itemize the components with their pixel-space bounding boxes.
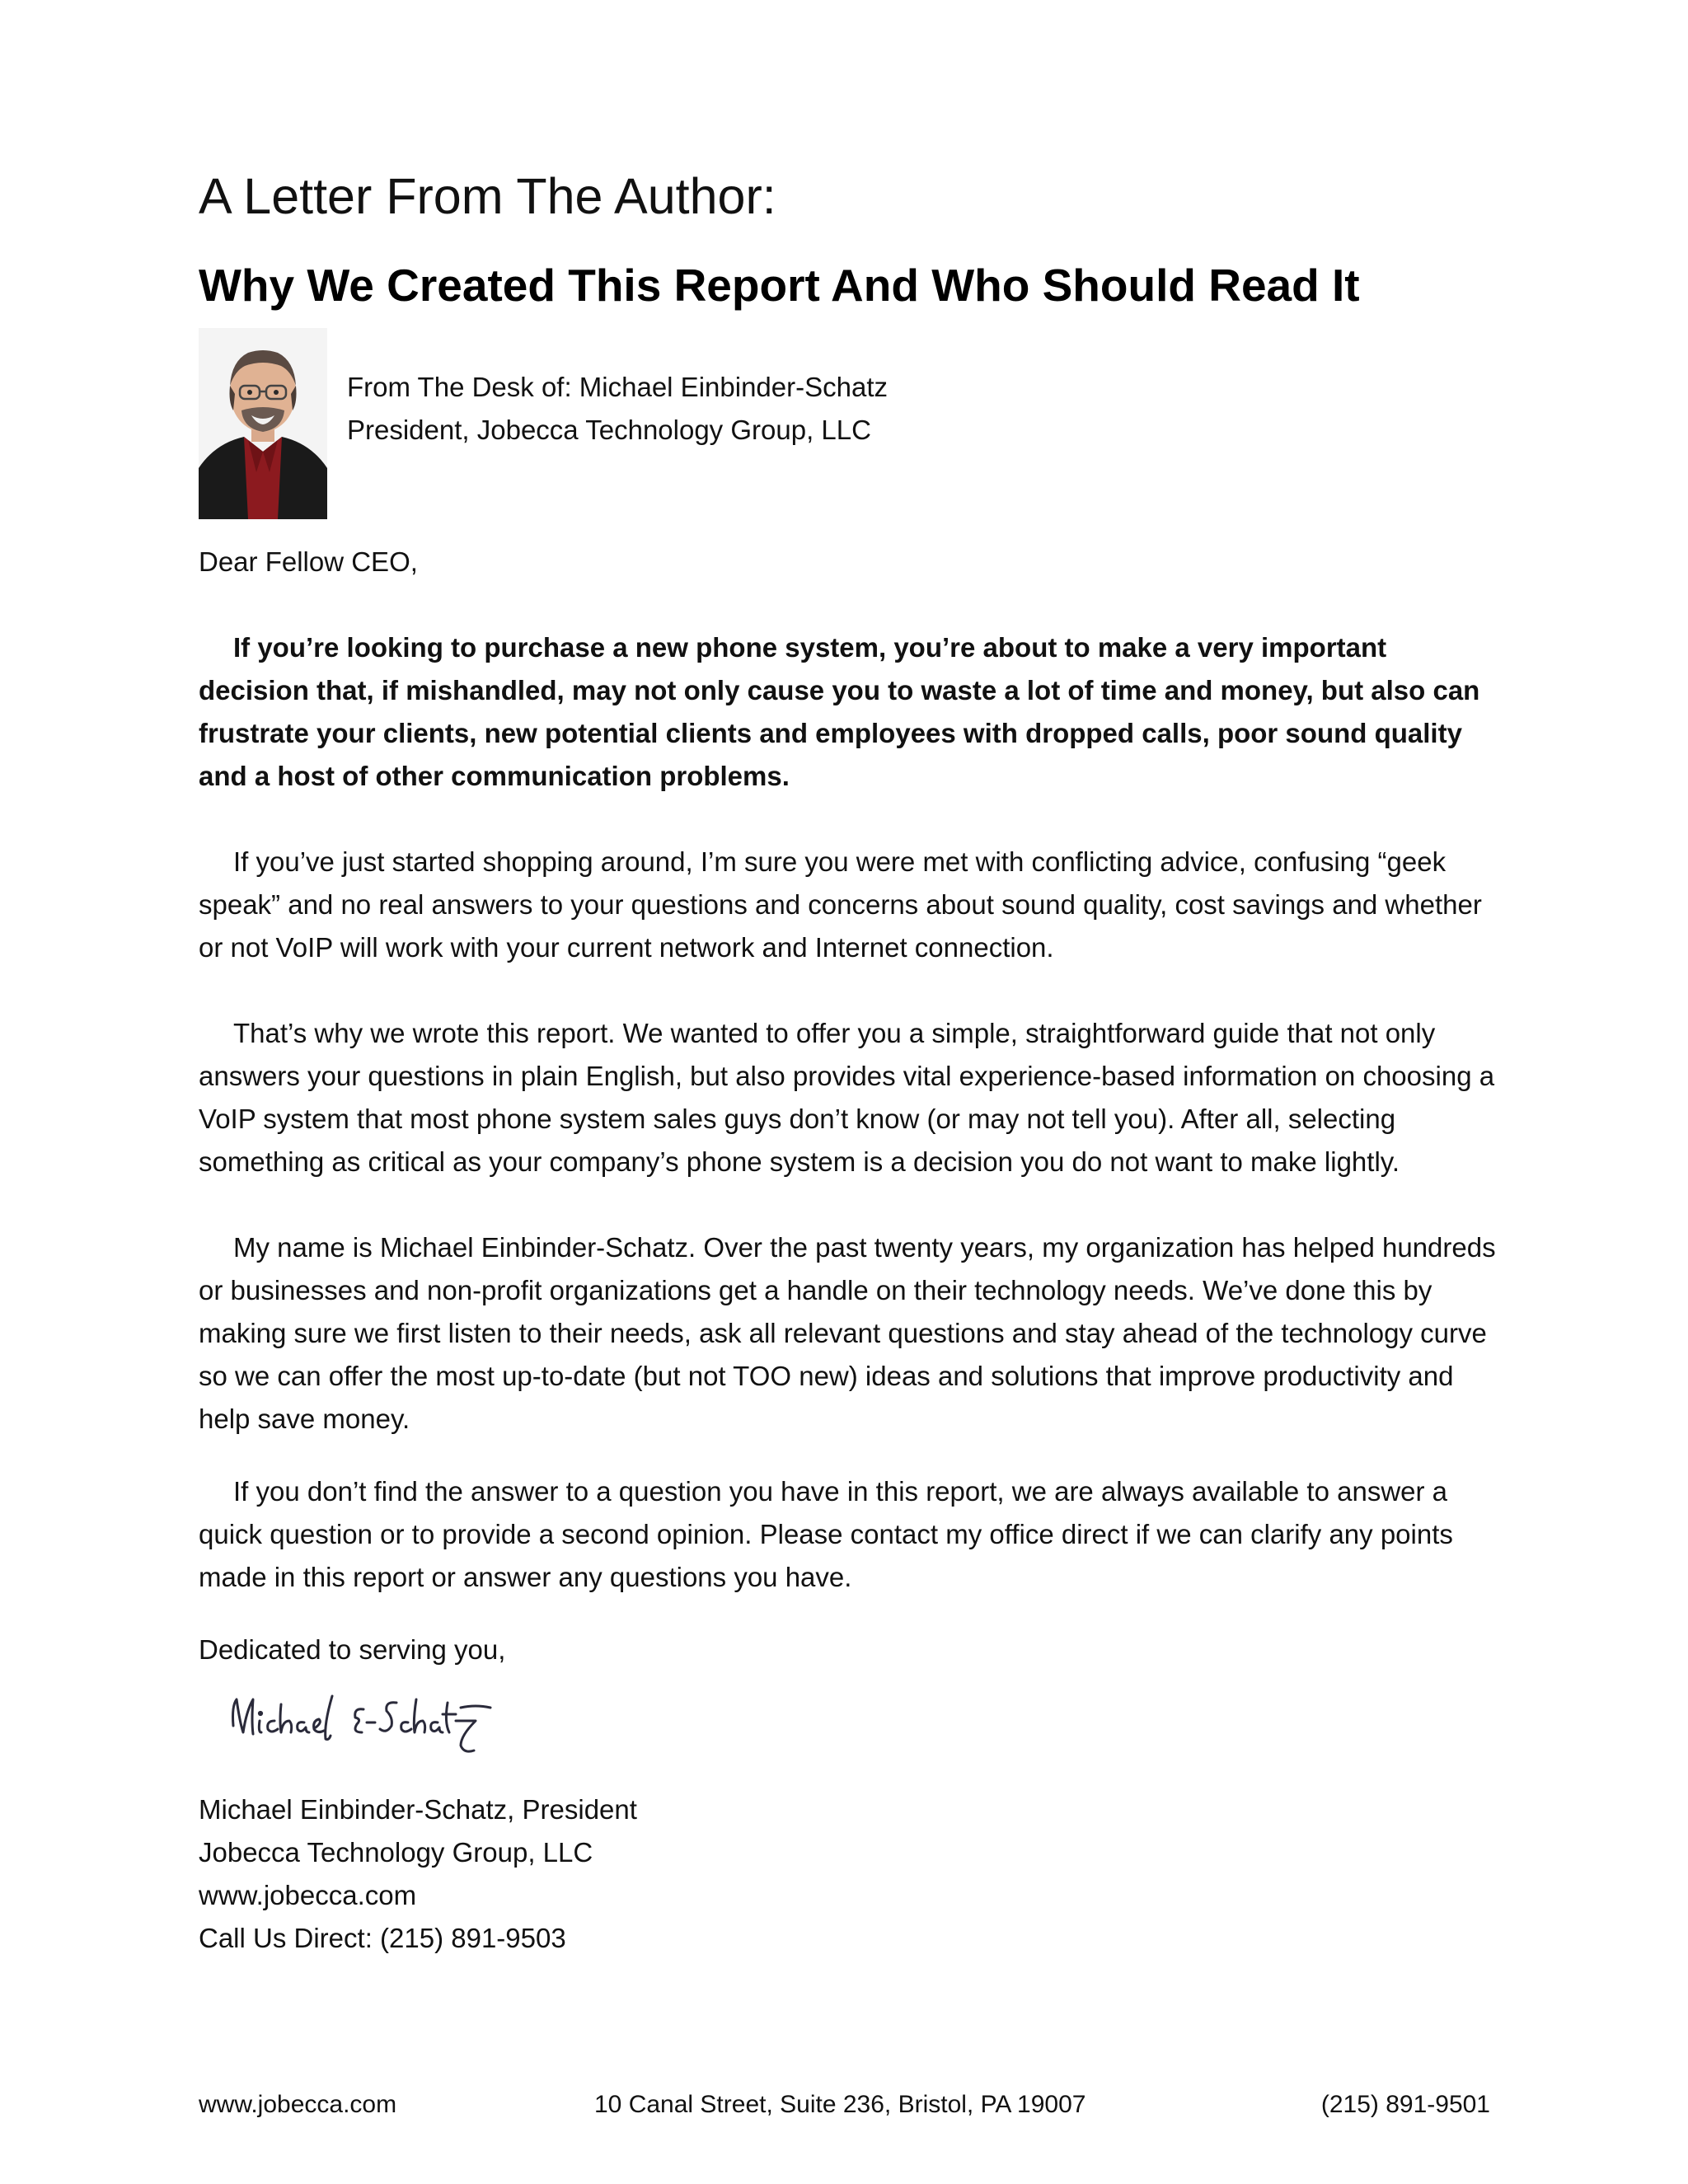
closing: Dedicated to serving you, <box>199 1634 506 1665</box>
salutation: Dear Fellow CEO, <box>199 546 418 577</box>
author-portrait-icon <box>199 328 327 519</box>
signer-company: Jobecca Technology Group, LLC <box>199 1837 593 1868</box>
author-desk-line: From The Desk of: Michael Einbinder-Schatz <box>347 372 888 402</box>
page-title: A Letter From The Author: <box>199 168 776 224</box>
page-subtitle: Why We Created This Report And Who Should Read It <box>199 260 1360 311</box>
paragraph-why: That’s why we wrote this report. We wanted to offer you a simple, straightforward guide that not only answers your questions in plain English, but also provides vital experience-based information on choosing a VoIP system that most phone system sales guys don’t know (or may not tell you). After all, selecting something as critical as your company’s phone system is a decision you do not want to make lightly. <box>199 1018 1495 1177</box>
paragraph-shopping: If you’ve just started shopping around, I’m sure you were met with conflicting advice, confusing “geek speak” and no real answers to your questions and concerns about sound quality, cost savings and whether or not VoIP will work with your current network and Internet connection. <box>199 846 1482 963</box>
author-block <box>199 328 1501 519</box>
signer-phone: Call Us Direct: (215) 891-9503 <box>199 1923 566 1953</box>
paragraph-about: My name is Michael Einbinder-Schatz. Over the past twenty years, my organization has helped hundreds or businesses and non-profit organizations get a handle on their technology needs. We’ve done this by making sure we first listen to their needs, ask all relevant questions and stay ahead of the technology curve so we can offer the most up-to-date (but not TOO new) ideas and solutions that improve productivity and help save money. <box>199 1232 1496 1434</box>
signer-name: Michael Einbinder-Schatz, President <box>199 1794 637 1825</box>
author-details <box>347 366 888 452</box>
footer-phone: (215) 891-9501 <box>1320 2091 1490 2118</box>
author-title-line: President, Jobecca Technology Group, LLC <box>347 415 871 445</box>
footer-address: 10 Canal Street, Suite 236, Bristol, PA 19007 <box>594 2091 1086 2118</box>
paragraph-intro: If you’re looking to purchase a new phone system, you’re about to make a very important decision that, if mishandled, may not only cause you to waste a lot of time and money, but also can frustrate your clients, new potential clients and employees with dropped calls, poor sound quality and a host of other communication problems. <box>199 632 1480 791</box>
signer-website[interactable]: www.jobecca.com <box>199 1880 417 1910</box>
paragraph-contact: If you don’t find the answer to a question you have in this report, we are always available to answer a quick question or to provide a second opinion. Please contact my office direct if we can clarify any points made in this report or answer any questions you have. <box>199 1476 1453 1592</box>
letter-content <box>199 162 1501 1960</box>
handwritten-signature-icon <box>199 1675 512 1774</box>
footer-website[interactable]: www.jobecca.com <box>199 2091 397 2118</box>
page-footer <box>199 2085 1490 2125</box>
signature-block <box>199 1788 1501 1960</box>
